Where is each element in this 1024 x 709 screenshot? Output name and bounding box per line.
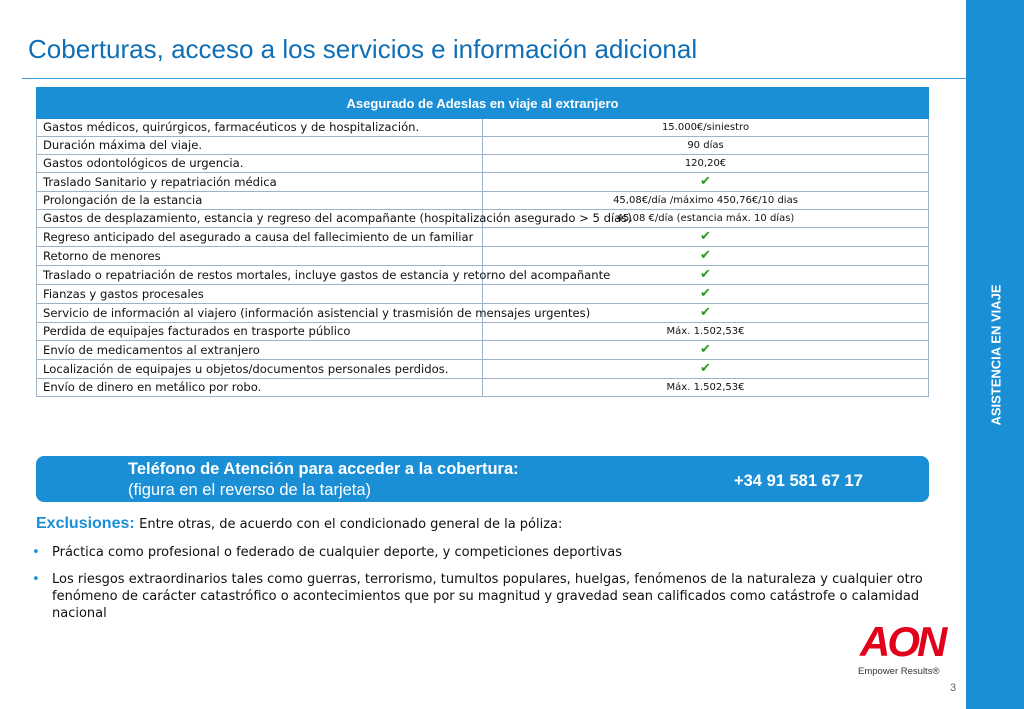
coverage-item: Localización de equipajes u objetos/documentos personales perdidos. <box>37 360 483 379</box>
exclusions-title: Exclusiones: <box>36 515 135 532</box>
table-row <box>37 155 929 173</box>
coverage-item: Servicio de información al viajero (información asistencial y trasmisión de mensajes urgentes) <box>37 304 483 323</box>
checkmark-icon: ✔ <box>700 305 711 320</box>
coverage-item: Retorno de menores <box>37 247 483 266</box>
aon-logo <box>856 618 948 680</box>
exclusion-text: Práctica como profesional o federado de cualquier deporte, y competiciones deportivas <box>52 545 622 560</box>
table-row <box>37 173 929 192</box>
table-row <box>37 119 929 137</box>
checkmark-icon: ✔ <box>700 342 711 357</box>
phone-banner-note: (figura en el reverso de la tarjeta) <box>128 481 372 499</box>
coverage-item: Regreso anticipado del asegurado a causa del fallecimiento de un familiar <box>37 228 483 247</box>
exclusions-header <box>36 515 562 533</box>
checkmark-icon: ✔ <box>700 267 711 282</box>
coverage-table-header: Asegurado de Adeslas en viaje al extranjero <box>37 88 929 119</box>
coverage-table-container <box>36 87 929 397</box>
exclusion-item <box>32 544 936 561</box>
table-row <box>37 247 929 266</box>
coverage-table-body <box>37 119 929 397</box>
coverage-value: 15.000€/siniestro <box>483 119 929 137</box>
table-row <box>37 379 929 397</box>
coverage-item: Gastos odontológicos de urgencia. <box>37 155 483 173</box>
bullet-icon: • <box>32 572 40 587</box>
table-row <box>37 304 929 323</box>
coverage-value: 45,08€/día /máximo 450,76€/10 dias <box>483 192 929 210</box>
coverage-value: 45,08 €/día (estancia máx. 10 días) <box>483 210 929 228</box>
exclusion-item <box>32 571 956 622</box>
coverage-item: Envío de medicamentos al extranjero <box>37 341 483 360</box>
coverage-table <box>36 87 929 397</box>
checkmark-icon: ✔ <box>700 229 711 244</box>
coverage-item: Envío de dinero en metálico por robo. <box>37 379 483 397</box>
page-title: Coberturas, acceso a los servicios e información adicional <box>28 34 698 64</box>
table-row <box>37 192 929 210</box>
coverage-value <box>483 247 929 266</box>
title-divider <box>22 78 1000 79</box>
coverage-item: Traslado o repatriación de restos mortales, incluye gastos de estancia y retorno del acompañante <box>37 266 483 285</box>
coverage-value <box>483 360 929 379</box>
coverage-value <box>483 285 929 304</box>
page-number: 3 <box>950 682 957 694</box>
coverage-item: Prolongación de la estancia <box>37 192 483 210</box>
phone-banner <box>36 456 929 502</box>
checkmark-icon: ✔ <box>700 174 711 189</box>
table-row <box>37 266 929 285</box>
coverage-value: Máx. 1.502,53€ <box>483 379 929 397</box>
coverage-item: Perdida de equipajes facturados en trasporte público <box>37 323 483 341</box>
checkmark-icon: ✔ <box>700 286 711 301</box>
exclusion-text: Los riesgos extraordinarios tales como guerras, terrorismo, tumultos populares, huelgas, fenómenos de la naturaleza y cualquier otro fenómeno de carácter catastrófico o acontecimientos que por su magnitud y gravedad sean calificados como catástrofe o calamidad nacional <box>52 572 923 621</box>
coverage-value: 90 días <box>483 137 929 155</box>
bullet-icon: • <box>32 545 40 560</box>
checkmark-icon: ✔ <box>700 248 711 263</box>
table-row <box>37 137 929 155</box>
coverage-item: Duración máxima del viaje. <box>37 137 483 155</box>
coverage-item: Fianzas y gastos procesales <box>37 285 483 304</box>
aon-logo-wordmark: AON <box>860 618 945 665</box>
coverage-value <box>483 228 929 247</box>
table-row <box>37 285 929 304</box>
aon-logo-tagline: Empower Results® <box>858 666 940 677</box>
exclusions-intro: Entre otras, de acuerdo con el condicionado general de la póliza: <box>139 517 563 532</box>
coverage-value <box>483 341 929 360</box>
phone-banner-title: Teléfono de Atención para acceder a la cobertura: <box>128 460 519 478</box>
coverage-item: Traslado Sanitario y repatriación médica <box>37 173 483 192</box>
coverage-value: Máx. 1.502,53€ <box>483 323 929 341</box>
coverage-value <box>483 173 929 192</box>
side-label: ASISTENCIA EN VIAJE <box>988 284 1004 426</box>
table-row <box>37 360 929 379</box>
table-row <box>37 228 929 247</box>
phone-number[interactable]: +34 91 581 67 17 <box>734 472 863 490</box>
table-row <box>37 210 929 228</box>
coverage-value: 120,20€ <box>483 155 929 173</box>
table-row <box>37 341 929 360</box>
checkmark-icon: ✔ <box>700 361 711 376</box>
coverage-item: Gastos de desplazamiento, estancia y regreso del acompañante (hospitalización asegurado > 5 días) <box>37 210 483 228</box>
table-row <box>37 323 929 341</box>
coverage-table-header-row <box>37 88 929 119</box>
coverage-item: Gastos médicos, quirúrgicos, farmacéuticos y de hospitalización. <box>37 119 483 137</box>
